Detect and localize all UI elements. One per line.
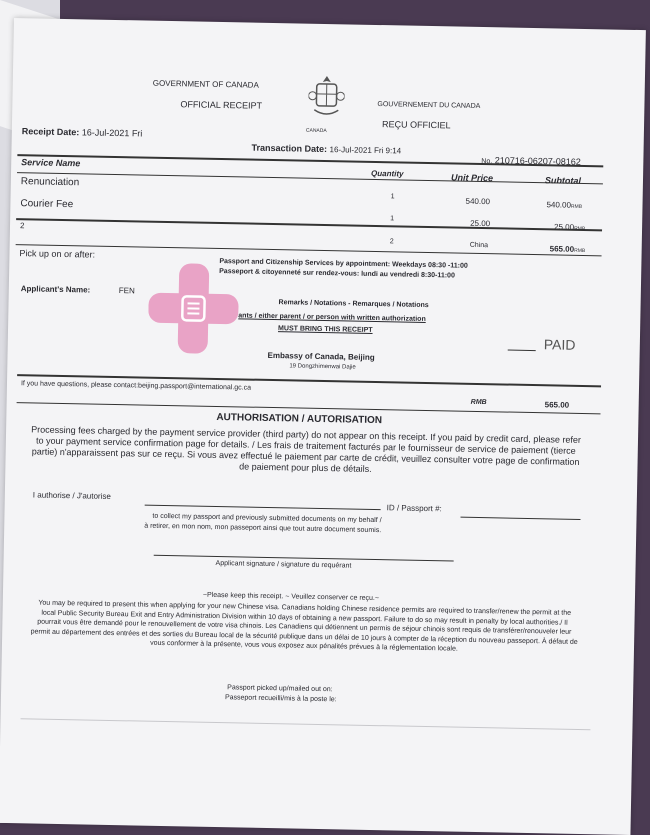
i-authorise: I authorise / J'autorise	[32, 490, 111, 501]
embassy: Embassy of Canada, Beijing	[267, 350, 375, 362]
row-subtotal: 25.00	[554, 222, 575, 232]
col-unit-price: Unit Price	[450, 172, 494, 184]
row-price: 540.00	[465, 196, 491, 207]
footer-faint-rule	[21, 718, 591, 730]
col-service: Service Name	[21, 157, 81, 169]
canada-crest-icon	[308, 74, 345, 123]
total-subtotal: 565.00RMB	[549, 244, 586, 255]
authorise-line	[145, 505, 381, 511]
table-header-rule	[17, 172, 603, 184]
remarks: Remarks / Notations - Remarques / Notations	[278, 299, 429, 310]
picked-en: Passport picked up/mailed out on:	[227, 684, 333, 694]
gov-fr: GOUVERNEMENT DU CANADA	[377, 100, 481, 110]
total-location: China	[469, 241, 489, 250]
col-subtotal: Subtotal	[544, 175, 582, 186]
row-price: 25.00	[470, 218, 491, 229]
visa-notice: You may be required to present this when applying for your new Chinese visa. Canadians holding Chinese residence permits are required to transfer/renew the permit at the local Public Security Bureau Exit and Entry Administration Division within 10 days of obtaining a new passport. Failure to do so may result in penalty by local authorities./ Il pourrait vous être demandé pour le renouvellement de votre visa chinois. Les Canadiens qui détiennent un permis de séjour chinois sont requis de transférer/renouveler leur permit au département des entrées et des sorties du Bureau local de la sécurité publique dans un délai de 10 jours à compter de la réception du nouveau passeport. À défaut de vous conformer à la présente, vous vous exposez aux pénalités prévues à la réglementation locale.	[30, 599, 578, 653]
paid-rule	[508, 350, 536, 352]
contact-amount: 565.00	[544, 400, 570, 410]
transaction-date: Transaction Date: 16-Jul-2021 Fri 9:14	[251, 142, 402, 156]
auth-paragraph: Processing fees charged by the payment service provider (third party) do not appear on this receipt. If you paid by credit card, please refer to your payment service confirmation page for details. / Les frais de traitement facturés par le fournisseur de service de paiement (tierce partie) n'apparaissent pas sur ce reçu. Si vous avez effectué le paiement par carte de crédit, veuillez consulter votre page de confirmation de paiement pour plus de détails.	[31, 424, 581, 474]
paid-mark: PAID	[543, 336, 576, 353]
collect-fr: à retirer, en mon nom, mon passeport ainsi que tout autre document soumis.	[144, 522, 382, 535]
collect-en: to collect my passport and previously submitted documents on my behalf /	[152, 512, 382, 525]
row-subtotal: 540.00RMB	[546, 200, 583, 210]
row-qty: 1	[390, 193, 395, 201]
embassy-address: 19 Dongzhimenwai Dajie	[289, 363, 356, 371]
keep-receipt: ~Please keep this receipt. ~ Veuillez conserver ce reçu.~	[202, 591, 380, 603]
table-bottom-rule	[16, 241, 602, 256]
id-passport: ID / Passport #:	[386, 503, 442, 514]
must-bring: MUST BRING THIS RECEIPT	[278, 325, 373, 334]
receipt-number: No. 210716-06207-08162	[481, 155, 581, 167]
signature-label: Applicant signature / signature du requérant	[215, 559, 352, 570]
signature-line	[154, 555, 454, 562]
hours-fr: Passeport & citoyenneté sur rendez-vous: lundi au vendredi 8:30-11:00	[219, 267, 455, 280]
auth-title: AUTHORISATION / AUTORISATION	[216, 411, 383, 427]
crest-label: CANADA	[305, 127, 327, 135]
row-service: Courier Fee	[20, 198, 74, 211]
row-service: Renunciation	[20, 176, 80, 189]
col-quantity: Quantity	[370, 168, 404, 179]
pickup-label: Pick up on or after:	[19, 248, 96, 260]
parent-line: ants / either parent / or person with written authorization	[238, 312, 426, 323]
contact-text: If you have questions, please contact:beijing.passport@international.gc.ca	[20, 380, 252, 392]
applicant-label: Applicant's Name:	[20, 284, 91, 295]
receipt-en: OFFICIAL RECEIPT	[180, 99, 263, 111]
passport-line	[460, 517, 580, 520]
hours-en: Passport and Citizenship Services by appointment: Weekdays 08:30 -11:00	[219, 257, 468, 270]
applicant-name: FEN	[118, 286, 135, 296]
picked-fr: Passeport recueilli/mis à la poste le:	[224, 694, 337, 704]
redaction-sticker-icon	[148, 263, 240, 355]
contact-bottom-rule	[17, 402, 601, 414]
receipt-date: Receipt Date: 16-Jul-2021 Fri	[21, 126, 143, 139]
total-qty: 2	[389, 238, 394, 246]
row-qty: 1	[390, 215, 395, 223]
receipt-fr: REÇU OFFICIEL	[381, 119, 451, 131]
receipt-paper	[0, 18, 646, 835]
gov-en: GOVERNMENT OF CANADA	[152, 78, 259, 90]
total-count: 2	[19, 221, 25, 231]
contact-currency: RMB	[470, 398, 487, 407]
table-total-rule	[16, 218, 602, 231]
